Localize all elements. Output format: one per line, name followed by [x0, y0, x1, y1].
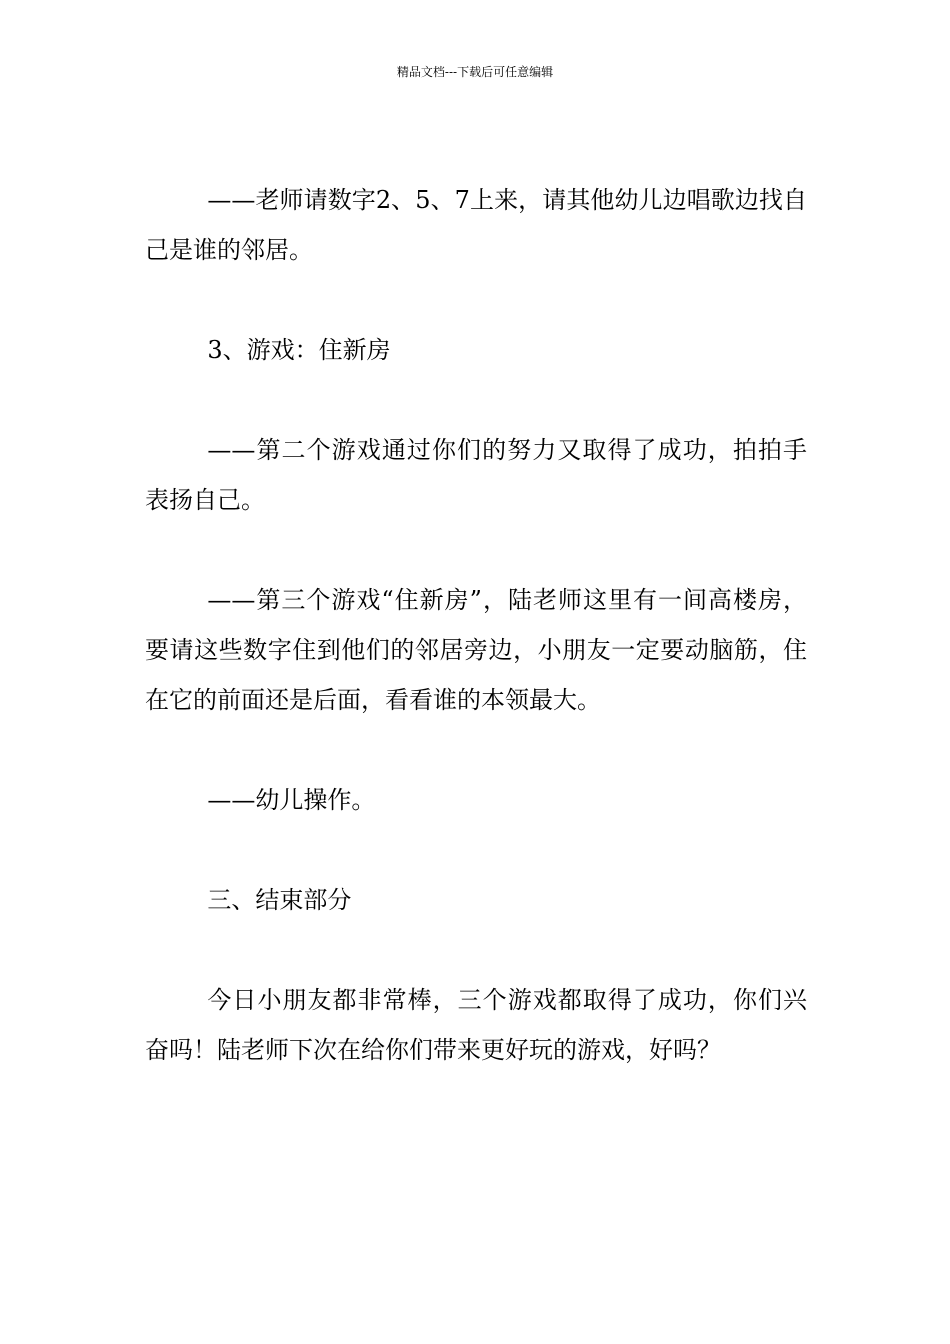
paragraph-gap	[145, 525, 807, 575]
paragraph-1: ——老师请数字2、5、7上来，请其他幼儿边唱歌边找自己是谁的邻居。	[145, 186, 807, 264]
paragraph-gap	[145, 925, 807, 975]
paragraph-4: ——幼儿操作。	[207, 786, 376, 814]
page-header: 精品文档---下载后可任意编辑	[396, 65, 554, 79]
section-heading-game-3: 3、游戏：住新房	[207, 336, 391, 364]
paragraph-2: ——第二个游戏通过你们的努力又取得了成功，拍拍手表扬自己。	[145, 436, 807, 514]
paragraph-gap	[145, 725, 807, 775]
paragraph-gap	[145, 275, 807, 325]
paragraph-gap	[145, 375, 807, 425]
section-heading-ending: 三、结束部分	[207, 886, 352, 914]
paragraph-3: ——第三个游戏“住新房”，陆老师这里有一间高楼房，要请这些数字住到他们的邻居旁边，小朋友一定要动脑筋，住在它的前面还是后面，看看谁的本领最大。	[145, 586, 807, 714]
paragraph-5: 今日小朋友都非常棒，三个游戏都取得了成功，你们兴奋吗！陆老师下次在给你们带来更好玩的游戏，好吗？	[145, 986, 807, 1064]
paragraph-gap	[145, 825, 807, 875]
document-body	[145, 175, 807, 1075]
